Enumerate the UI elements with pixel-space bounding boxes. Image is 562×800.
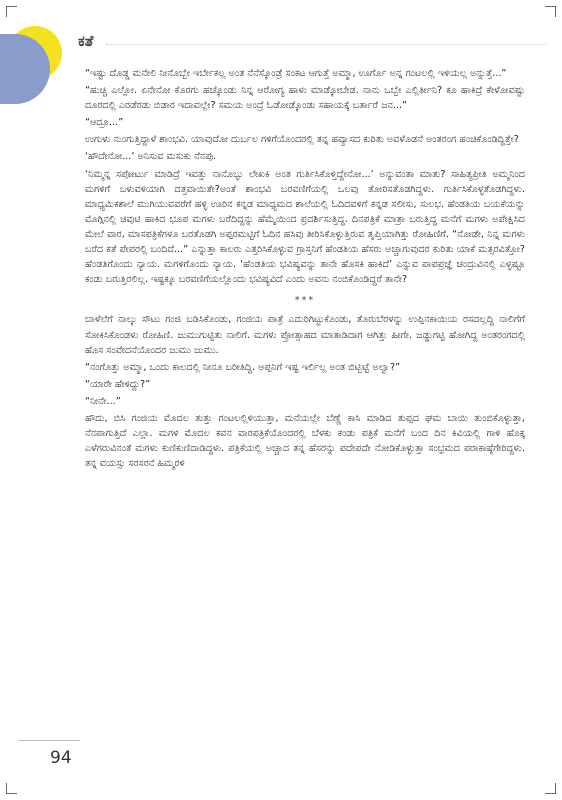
crop-mark-top-right (545, 6, 556, 17)
story-body (85, 66, 525, 473)
crop-mark-bottom-left (6, 783, 17, 794)
paragraph: “ನೀನೇ...” (85, 395, 121, 407)
page-number: 94 (50, 748, 72, 768)
paragraph: “ಆದ್ರೂ...” (85, 117, 124, 129)
section-divider: *** (294, 295, 316, 307)
paragraph: ಉಗುಳು ನುಂಗುತ್ತಿದ್ದಾಳೆ ಶಾಂಭವಿ. ಯಾವುದೋ ದುರ್ಬಲ ಗಳಿಗೆಯೊಂದರಲ್ಲಿ ತನ್ನ ಹವ್ಯಾಸದ ಕುರಿತು ಅವಳೊಡನೆ ಅಂತರಂಗ ಹಂಚಿಕೊಂಡಿದ್ದಿತ್ತೇ? (85, 134, 519, 146)
paragraph: “ನಂಗೊತ್ತು ಅಮ್ಮಾ, ಒಂದು ಕಾಲದಲ್ಲಿ ನೀನೂ ಬರೀತಿದ್ದಿ. ಅಪ್ಪನಿಗೆ ಇಷ್ಟ ಇರ್ಲಿಲ್ಲ ಅಂತ ಬಿಟ್ಬಿಟ್ಟೆ ಅಲ್ವಾ?” (85, 361, 401, 373)
footer-rule (18, 740, 80, 741)
paragraph: ‘ಹೌದೇನೋ...’ ಅನಿಸುವ ಮಸುಕು ನೆನಪು. (85, 151, 217, 163)
paragraph: “ಇಷ್ಟು ದೊಡ್ಡ ಮನೇಲಿ ನೀನೊಬ್ಬೇ ಇರ್ಬೇಕಲ್ಲ ಅಂತ ನೆನೆಸ್ಕೊಂಡ್ರೆ ಸಂಕಟ ಆಗುತ್ತೆ ಅಮ್ಮಾ, ಊರ್ಗೊ ಅನ್ನ ಗಂಟಲಲ್ಲಿ ಇಳಿಯಲ್ಲ ಅನ್ನುತ್ತೆ...” (85, 68, 507, 79)
crop-mark-bottom-right (545, 783, 556, 794)
paragraph: ಬಾಳೆಲೆಗೆ ನಾಲ್ಕು ಸೌಟು ಗಂಜಿ ಬಡಿಸಿಕೊಂಡು, ಗಂಜಿಯ ಪಾತ್ರೆ ಎದುರಿಗಿಟ್ಟುಕೊಂಡು, ತೊರುಬೆರಳನ್ನು ಉಪ್ಪಿನಕಾಯಿಯ ರಸದಲ್ಲದ್ದಿ ನಾಲಿಗೆಗೆ ಸೋಕಿಸಿಕೊಂಡಳು ರೋಹಿಣಿ. ಜುಮುಗುಟ್ಟಿತು ನಾಲಿಗೆ. ಮಗಳು ಪ್ರೋತ್ಸಾಹದ ಮಾತಾಡಿದಾಗ ಆಗಿತ್ತು ಹೀಗೇ. ಜಡ್ಡುಗಟ್ಟಿ ಹೋಗಿದ್ದ ಅಂತರಂಗದಲ್ಲಿ ಹೊಸ ಸಂವೇದನೆಯೊಂದರ ಜುಮು ಜುಮು. (85, 314, 525, 356)
crop-mark-top-left (6, 6, 17, 17)
paragraph: “ಹುಚ್ಚಿ ಎಲ್ಲೋ. ಏನೇನೋ ಕೊರಗು ಹಚ್ಕೊಂಡು ನಿನ್ನ ಆರೋಗ್ಯ ಹಾಳು ಮಾಡ್ಕೋಬೇಡ. ನಾನು ಒಬ್ಬೇ ಎಲ್ಲಿರ್ತೀನಿ? ಕೂ ಹಾಕಿದ್ರೆ ಕೇಳೋವಷ್ಟು ದೂರದಲ್ಲಿ ಎರಡೆರಡು ಬಿಡಾರ ಇದಾವಲ್ಲೇ? ಸಮಯ ಅಂದ್ರೆ ಓಡೋಡ್ಕೊಂಡು ಸಹಾಯಕ್ಕೆ ಬರ್ತಾರೆ ಜನ...” (85, 85, 525, 112)
paragraph: “ಯಾರೇ ಹೇಳಿದ್ದು?” (85, 378, 151, 390)
paragraph: ‘ನಿಮ್ಮನ್ನ ಸಪೋರ್ಟು ಮಾಡಿದ್ರೆ ಇವತ್ತು ನಾನೊಬ್ಳು ಲೇಖಕಿ ಅಂತ ಗುರ್ತಿಸಿಕೊಳ್ತಿದ್ದೇನೋ...’ ಅನ್ನುವಂತಾ ಮಾತು? ಸಾಹಿತ್ಯಪ್ರೀತಿ ಅಮ್ಮನಿಂದ ಮಗಳಿಗೆ ಬಳುವಳಿಯಾಗಿ ದತ್ತವಾಯಿತೇ?ಅಂತೆ ಶಾಂಭವಿ ಬರವಣಿಗೆಯಲ್ಲಿ ಒಲವು ತೋರಿಸತೊಡಗಿದ್ದಳು. ಗುರ್ತಿಸಿಕೊಳ್ಳತೊಡಗಿದ್ದಳು. ಮಾಧ್ಯಮಿಕಶಾಲೆ ಮುಗಿಯುವವರೆಗೆ ಹಳ್ಳಿ ಊರಿನ ಕನ್ನಡ ಮಾಧ್ಯಮದ ಶಾಲೆಯಲ್ಲಿ ಓದಿದವಳಿಗೆ ಕನ್ನಡ ಸಲೀಸು, ಸುಲಭ. ಹೆಂಡತಿಯ ಬಯಕೆಯನ್ನು ಮೊಗ್ಗಿನಲ್ಲಿ ಚಿವುಟಿ ಹಾಕಿದ ಭೂಪ ಮಗಳು ಬರೆದಿದ್ದನ್ನು ಹೆಮ್ಮೆಯಿಂದ ಪ್ರದರ್ಶಿಸುತ್ತಿದ್ದ. ದಿನಪತ್ರಿಕೆ ಮಾತ್ರಾ ಬರುತ್ತಿದ್ದ ಮನೆಗೆ ಮಗಳು ಅಪೇಕ್ಷಿಸಿದ ಮೇಲೆ ವಾರ, ಮಾಸಪತ್ರಿಕೆಗಳೂ ಬರತೊಡಗಿ ಅಪ್ಪರಮಟ್ಟಿಗೆ ಓದಿನ ಹಸಿವು ತೀರಿಸಿಕೊಳ್ಳುತ್ತಿರುವ ತೃಪ್ತಿಯಾಗಿತ್ತು ರೋಹಿಣಿಗೆ. “ನೋಡೇ, ನಿನ್ನ ಮಗಳು ಬರೆದ ಕತೆ ಪೇಪರಲ್ಲಿ ಬಂದಿದೆ...” ಎನ್ನುತ್ತಾ ಕಾಲರು ಎತ್ತರಿಸಿಕೊಳ್ಳುವ ಗ್ರಾಸ್ತನಿಗೆ ಹೆಂಡತಿಯ ಹೆಸರು ಅಚ್ಚಾಗುವುದರ ಕುರಿತು ಯಾಕೆ ಮತ್ಸರವಿತ್ತೋ? ಹೆಂಡತಿಗೊಂದು ನ್ಯಾಯ. ಮಗಳಿಗೊಂದು ನ್ಯಾಯ. ‘ಹೆಂಡತಿಯ ಭವಿಷ್ಯವನ್ನು ತಾನೇ ಹೊಸಕಿ ಹಾಕಿದೆ’ ಎನ್ನುವ ಪಾಪಪ್ರಜ್ಞೆ ಚಂದ್ರುವಿನಲ್ಲಿ ಎಳ್ಳಷ್ಟೂ ಕಂಡು ಬರುತ್ತಿರಲಿಲ್ಲ. ಇಷ್ಟಕ್ಕೂ ಬರವಣಿಗೆಯಲ್ಲೊಂದು ಭವಿಷ್ಯವಿದೆ ಎಂದು ಅವನು ನಂಬಿಕೊಂಡಿದ್ದರೆ ತಾನೇ? (85, 168, 525, 286)
paragraph: ಹೌದು, ಬಿಸಿ ಗಂಜಿಯ ಮೊದಲ ತುತ್ತು ಗಂಟಲಲ್ಲಿಳಿಯುತ್ತಾ, ಮನೆಯಲ್ಲೇ ಬೆಣ್ಣೆ ಕಾಸಿ ಮಾಡಿದ ತುಪ್ಪದ ಘಮ ಬಾಯಿ ತುಂಬಿಕೊಳ್ಳುತ್ತಾ, ನೆನಪಾಗುತ್ತಿದೆ ಎಲ್ಲಾ. ಮಗಳ ಮೊದಲ ಕವನ ವಾರಪತ್ರಿಕೆಯೊಂದರಲ್ಲಿ ಬೆಳಕು ಕಂಡು ಪತ್ರಿಕೆ ಮನೆಗೆ ಬಂದ ದಿನ ಕಿವಿಯಲ್ಲಿ ಗಾಳಿ ಹೊಕ್ಕ ಎಳೆಗರುವಿನಂತೆ ಮಗಳು ಕುಣಿಕುಣಿದಾಡಿದ್ದಳು. ಪತ್ರಿಕೆಯಲ್ಲಿ ಅಚ್ಚಾದ ತನ್ನ ಹೆಸರನ್ನು ಪದೇಪದೇ ನೋಡಿಕೊಳ್ಳುತ್ತಾ ಸಂಭ್ರಮದ ಪರಾಕಾಷ್ಠೆಗೇರಿದ್ದಳು. ತನ್ನ ವಯಸ್ಸು ಸರಸರನೆ ಹಿಮ್ಮರಳಿ (85, 412, 525, 470)
section-label: ಕತೆ (78, 32, 94, 50)
header-dotted-rule (106, 44, 546, 45)
